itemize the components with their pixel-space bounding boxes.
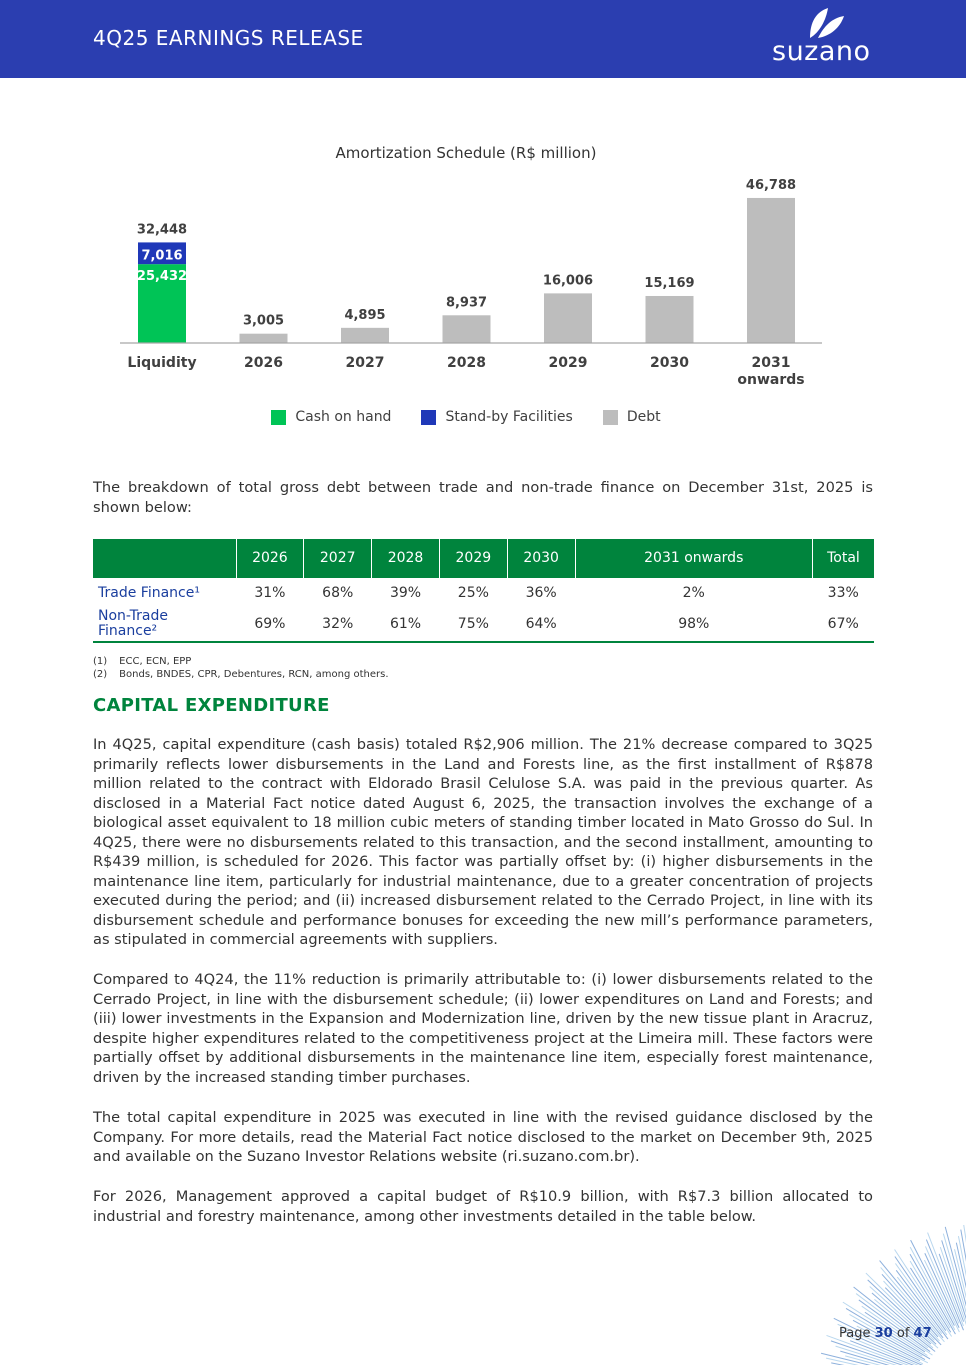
cash-segment-label: 25,432 <box>136 269 188 285</box>
bar-debt <box>443 315 491 343</box>
debt-breakdown-intro: The breakdown of total gross debt between trade and non-trade finance on December 31st, 2025 is shown below: <box>93 479 873 516</box>
table-footnotes <box>93 655 389 681</box>
chart-legend <box>0 409 932 425</box>
bar-debt <box>646 296 694 343</box>
table-cell: 67% <box>812 606 874 642</box>
legend-label-cash: Cash on hand <box>295 409 392 425</box>
table-header-cell: 2026 <box>236 539 304 578</box>
section-title-capex: CAPITAL EXPENDITURE <box>93 695 330 716</box>
bar-debt <box>341 328 389 343</box>
decorative-line <box>911 1240 955 1325</box>
table-header-cell: 2027 <box>304 539 372 578</box>
table-cell: 68% <box>322 585 354 601</box>
total-data-label: 16,006 <box>542 273 594 289</box>
decorative-radial-lines-icon <box>760 1225 966 1365</box>
table-cell: 36% <box>525 585 557 601</box>
page-prefix: Page <box>839 1326 871 1341</box>
legend-label-standby: Stand-by Facilities <box>445 409 573 425</box>
x-tick-label: 2030 <box>650 355 689 371</box>
x-tick-label: 2027 <box>345 355 385 371</box>
table-cell: 33% <box>827 585 859 601</box>
table-header-cell: 2028 <box>372 539 440 578</box>
total-data-label: 32,448 <box>136 222 188 238</box>
row-label-trade-finance: Trade Finance¹ <box>98 584 200 601</box>
amortization-chart <box>100 160 840 400</box>
legend-swatch-debt <box>603 410 618 425</box>
table-cell: 2% <box>682 585 705 601</box>
x-tick-label: 2028 <box>447 355 486 371</box>
page-total: 47 <box>913 1326 932 1341</box>
page-current: 30 <box>874 1326 893 1341</box>
table-cell: 39% <box>389 585 422 601</box>
table-row <box>93 578 874 606</box>
bar-debt <box>544 293 592 343</box>
footnote-text: Bonds, BNDES, CPR, Debentures, RCN, among others. <box>119 669 389 680</box>
table-cell: 32% <box>304 606 372 642</box>
decorative-line <box>925 1253 959 1328</box>
table-cell: 61% <box>372 606 440 642</box>
chart-title: Amortization Schedule (R$ million) <box>335 144 597 162</box>
bar-debt <box>747 198 795 343</box>
legend-swatch-cash <box>271 410 286 425</box>
footnote-number: (1) <box>93 656 108 667</box>
capex-paragraph-1: In 4Q25, capital expenditure (cash basis) totaled R$2,906 million. The 21% decrease compared to 3Q25 primarily reflects lower disbursements in the Land and Forests line, as the first installment of R$878 million related to the contract with Eldorado Brasil Celulose S.A. was paid in the previous quarter. As disclosed in a Material Fact notice dated August 6, 2025, the transaction involves the exchange of a biological asset equivalent to 18 million cubic meters of standing timber located in Mato Grosso do Sul. In 4Q25, there were no disbursements related to this transaction, and the second installment, amounting to R$439 million, is scheduled for 2026. This factor was partially offset by: (i) higher disbursements in the maintenance line item, particularly for industrial maintenance, due to a greater concentration of projects executed during the period; and (ii) increased disbursement related to the Cerrado Project, in line with its disbursement schedule and performance bonuses for exceeding the new mill’s performance parameters, as stipulated in commercial agreements with suppliers. <box>93 736 873 948</box>
page-number <box>839 1326 932 1341</box>
legend-label-debt: Debt <box>626 409 661 425</box>
table-cell: 69% <box>236 606 304 642</box>
legend-item-debt <box>603 409 661 425</box>
document-title: 4Q25 EARNINGS RELEASE <box>93 26 364 50</box>
standby-segment-label: 7,016 <box>141 248 183 264</box>
footnote-number: (2) <box>93 669 108 680</box>
page-of: of <box>896 1326 910 1341</box>
debt-breakdown-table <box>93 539 874 643</box>
table-header-cell: 2030 <box>507 539 575 578</box>
capex-paragraph-3: The total capital expenditure in 2025 was executed in line with the revised guidance disclosed by the Company. For more details, read the Material Fact notice disclosed to the market on December 9th, 2025 and available on the Suzano Investor Relations website (ri.suzano.com.br). <box>93 1109 873 1165</box>
table-cell: 31% <box>254 585 286 601</box>
capex-paragraph-4: For 2026, Management approved a capital budget of R$10.9 billion, with R$7.3 billion allocated to industrial and forestry maintenance, among other investments detailed in the table below. <box>93 1188 873 1225</box>
legend-item-standby <box>421 409 572 425</box>
x-tick-label: 2029 <box>548 355 588 371</box>
capex-paragraph-2: Compared to 4Q24, the 11% reduction is primarily attributable to: (i) lower disbursements related to the Cerrado Project, in line with the disbursement schedule; (ii) lower expenditures on Land and Forests; and (iii) lower investments in the Expansion and Modernization line, driven by the new tissue plant in Aracruz, despite higher expenditures related to the competitiveness project at the Limeira mill. These factors were partially offset by additional disbursements in the maintenance line item, especially forest maintenance, driven by the increased standing timber purchases. <box>93 971 873 1086</box>
total-data-label: 15,169 <box>644 275 695 291</box>
footnote <box>93 668 389 681</box>
table-row <box>93 606 874 642</box>
table-header-cell: 2029 <box>439 539 507 578</box>
x-tick-label: 2031 <box>751 355 791 371</box>
x-tick-label: Liquidity <box>127 355 197 371</box>
table-cell: 98% <box>575 606 812 642</box>
page-header <box>0 0 966 78</box>
footnote <box>93 655 389 668</box>
total-data-label: 46,788 <box>745 177 797 193</box>
legend-item-cash <box>271 409 391 425</box>
total-data-label: 3,005 <box>242 313 285 329</box>
header-2031-onwards: 2031 onwards <box>644 550 744 566</box>
table-header-cell <box>575 539 812 578</box>
table-cell: 75% <box>439 606 507 642</box>
table-header-row <box>93 539 874 578</box>
table-header-cell: Total <box>812 539 874 578</box>
table-header-cell <box>93 539 236 578</box>
x-tick-label: 2026 <box>244 355 283 371</box>
x-tick-label: onwards <box>737 372 805 388</box>
row-label-non-trade-finance <box>93 606 236 642</box>
table-cell: 25% <box>457 585 489 601</box>
total-data-label: 8,937 <box>445 295 488 311</box>
bar-debt <box>240 334 288 343</box>
total-data-label: 4,895 <box>344 307 386 323</box>
footnote-text: ECC, ECN, EPP <box>119 656 192 667</box>
legend-swatch-standby <box>421 410 436 425</box>
table-cell: 64% <box>507 606 575 642</box>
suzano-wordmark: suzano <box>772 36 871 67</box>
row-label-text: Non-Trade Finance² <box>98 607 169 639</box>
